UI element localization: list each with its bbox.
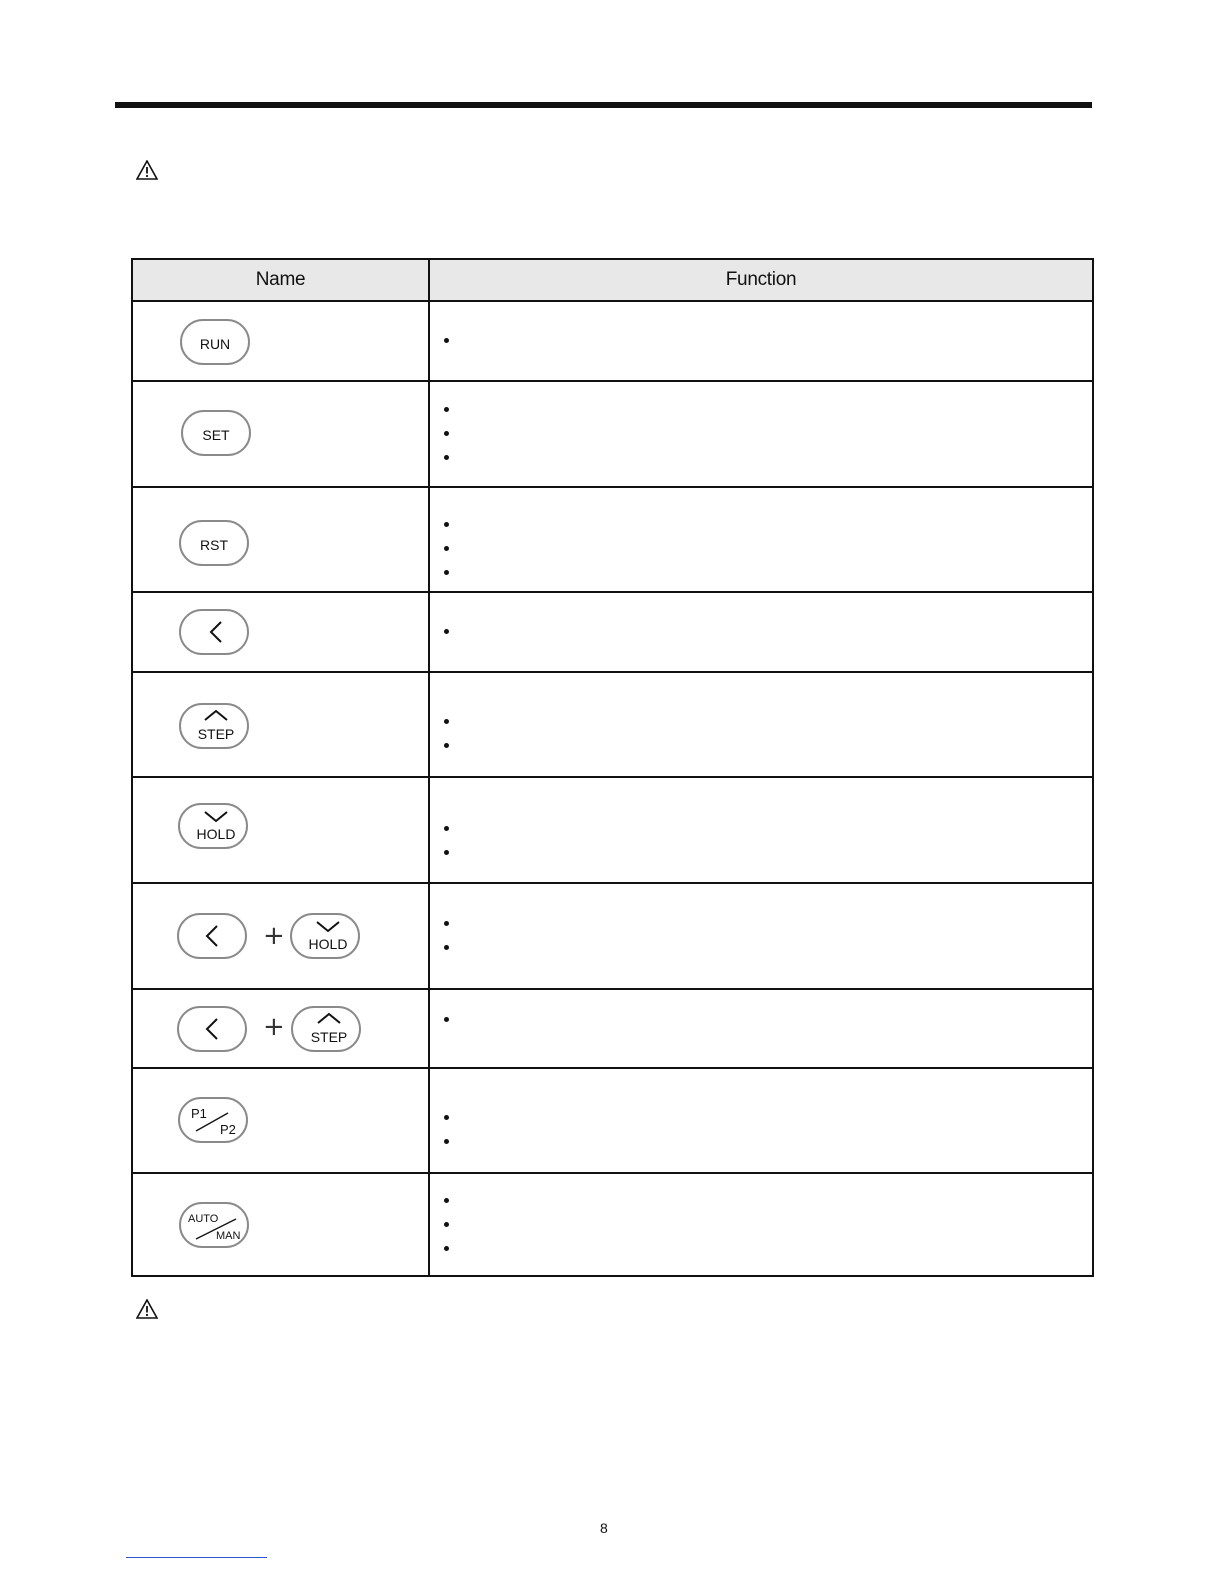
set-key[interactable] bbox=[181, 410, 251, 456]
function-bullet bbox=[444, 513, 1092, 537]
function-bullet bbox=[444, 710, 1092, 734]
table-row bbox=[132, 777, 1093, 883]
function-cell bbox=[429, 487, 1093, 592]
key-label-bottom: MAN bbox=[216, 1230, 241, 1242]
function-cell bbox=[429, 381, 1093, 487]
table-row bbox=[132, 1068, 1093, 1173]
name-cell bbox=[132, 777, 429, 883]
function-bullet bbox=[444, 398, 1092, 422]
table-row bbox=[132, 989, 1093, 1068]
function-cell bbox=[429, 592, 1093, 672]
function-cell bbox=[429, 672, 1093, 777]
function-bullet bbox=[444, 841, 1092, 865]
table-row bbox=[132, 381, 1093, 487]
name-cell bbox=[132, 301, 429, 381]
chevron-left-icon bbox=[207, 1019, 217, 1039]
function-bullet bbox=[444, 734, 1092, 758]
footer-link-underline[interactable] bbox=[126, 1557, 267, 1558]
function-cell bbox=[429, 1068, 1093, 1173]
warning-triangle-icon bbox=[136, 160, 158, 180]
warning-triangle-icon bbox=[136, 1299, 158, 1319]
column-header-function: Function bbox=[429, 259, 1093, 301]
function-bullet bbox=[444, 936, 1092, 960]
left-key[interactable] bbox=[177, 913, 247, 959]
name-cell bbox=[132, 592, 429, 672]
key-label-top: AUTO bbox=[188, 1213, 219, 1225]
key-label-bottom: P2 bbox=[220, 1122, 236, 1137]
table-row bbox=[132, 883, 1093, 989]
name-cell bbox=[132, 989, 429, 1068]
function-bullet bbox=[444, 422, 1092, 446]
function-bullet bbox=[444, 620, 1092, 644]
key-label: STEP bbox=[197, 726, 235, 742]
table-row bbox=[132, 592, 1093, 672]
run-key[interactable] bbox=[180, 319, 250, 365]
chevron-down-icon bbox=[205, 812, 227, 821]
name-cell bbox=[132, 381, 429, 487]
function-cell bbox=[429, 777, 1093, 883]
key-label: RST bbox=[200, 537, 228, 553]
table-header-row bbox=[132, 259, 1093, 301]
function-bullet bbox=[444, 1106, 1092, 1130]
function-cell bbox=[429, 301, 1093, 381]
function-bullet bbox=[444, 1008, 1092, 1032]
auto-man-key[interactable] bbox=[179, 1202, 249, 1248]
chevron-left-icon bbox=[211, 622, 221, 642]
key-label: STEP bbox=[310, 1029, 348, 1045]
name-cell bbox=[132, 487, 429, 592]
table-row bbox=[132, 487, 1093, 592]
chevron-up-icon bbox=[205, 711, 227, 720]
rst-key[interactable] bbox=[179, 520, 249, 566]
name-cell bbox=[132, 883, 429, 989]
function-bullet bbox=[444, 1237, 1092, 1261]
function-bullet bbox=[444, 1130, 1092, 1154]
left-key[interactable] bbox=[179, 609, 249, 655]
key-label: HOLD bbox=[308, 936, 348, 952]
p1-p2-key[interactable] bbox=[178, 1097, 248, 1143]
column-header-name: Name bbox=[132, 259, 429, 301]
function-bullet bbox=[444, 912, 1092, 936]
name-cell bbox=[132, 1068, 429, 1173]
key-label: RUN bbox=[199, 336, 231, 352]
function-cell bbox=[429, 883, 1093, 989]
chevron-left-icon bbox=[207, 926, 217, 946]
function-bullet bbox=[444, 817, 1092, 841]
table-row bbox=[132, 1173, 1093, 1276]
name-cell bbox=[132, 1173, 429, 1276]
table-row bbox=[132, 301, 1093, 381]
function-bullet bbox=[444, 537, 1092, 561]
function-bullet bbox=[444, 561, 1092, 585]
step-key[interactable] bbox=[179, 703, 249, 749]
key-label: SET bbox=[202, 427, 230, 443]
chevron-up-icon bbox=[318, 1014, 340, 1023]
function-bullet bbox=[444, 329, 1092, 353]
function-cell bbox=[429, 989, 1093, 1068]
chevron-down-icon bbox=[317, 922, 339, 931]
header-rule bbox=[115, 102, 1092, 108]
key-label-top: P1 bbox=[191, 1106, 207, 1121]
key-label: HOLD bbox=[196, 826, 236, 842]
function-bullet bbox=[444, 1213, 1092, 1237]
step-key[interactable] bbox=[291, 1006, 361, 1052]
hold-key[interactable] bbox=[290, 913, 360, 959]
hold-key[interactable] bbox=[178, 803, 248, 849]
function-cell bbox=[429, 1173, 1093, 1276]
left-key[interactable] bbox=[177, 1006, 247, 1052]
plus-sign: + bbox=[263, 921, 285, 951]
function-bullet bbox=[444, 1189, 1092, 1213]
function-bullet bbox=[444, 446, 1092, 470]
plus-sign: + bbox=[263, 1012, 285, 1042]
page-number: 8 bbox=[600, 1520, 608, 1536]
key-function-table bbox=[131, 258, 1094, 1277]
table-row bbox=[132, 672, 1093, 777]
name-cell bbox=[132, 672, 429, 777]
